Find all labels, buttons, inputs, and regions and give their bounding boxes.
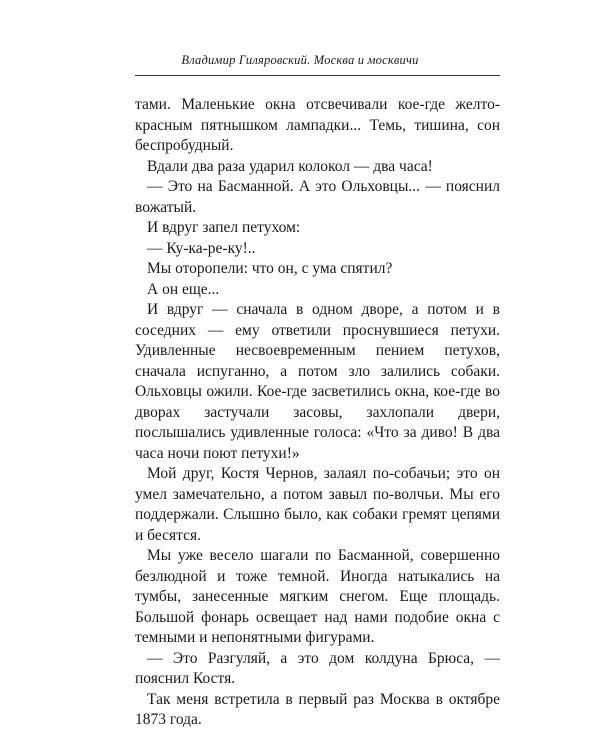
paragraph: И вдруг — сначала в одном дворе, а потом и в соседних — ему ответили проснувшиеся петухи. Удивленные несвоевременным пением петухов, сначала испуганно, а потом зло залились собаки. Ольховцы ожили. Кое-где засветились окна, кое-где во дворах застучали засовы, захлопали двери, послышались удивленные голоса: «Что за диво! В два часа ночи поют петухи!»: [135, 301, 500, 462]
paragraph: И вдруг запел петухом:: [147, 219, 301, 236]
paragraph: тами. Маленькие окна отсвечивали кое-где желто-красным пятнышком лампадки... Темь, тишина, сон беспробудный.: [135, 96, 500, 154]
paragraph: Мы уже весело шагали по Басманной, совершенно безлюдной и тоже темной. Иногда натыкались на тумбы, занесенные мягким снегом. Еще площадь. Большой фонарь освещает над нами подобие окна с темными и непонятными фигурами.: [135, 547, 500, 646]
running-header: Владимир Гиляровский. Москва и москвичи: [181, 53, 419, 67]
body-text: [135, 95, 500, 731]
paragraph: Так меня встретила в первый раз Москва в октябре 1873 года.: [135, 690, 500, 728]
paragraph: — Это на Басманной. А это Ольховцы... — пояснил вожатый.: [135, 178, 500, 216]
paragraph: — Это Разгуляй, а это дом колдуна Брюса, — пояснил Костя.: [135, 649, 500, 687]
paragraph: А он еще...: [147, 280, 220, 298]
paragraph: — Ку-ка-ре-ку!..: [147, 239, 256, 257]
paragraph: Мы оторопели: что он, с ума спятил?: [147, 260, 393, 277]
paragraph: Вдали два раза ударил колокол — два часа!: [147, 157, 433, 175]
paragraph: Мой друг, Костя Чернов, залаял по-собачьи; это он умел замечательно, а потом завыл по-волчьи. Мы его поддержали. Слышно было, как собаки гремят цепями и бесятся.: [135, 465, 500, 544]
header-rule: [135, 75, 500, 76]
